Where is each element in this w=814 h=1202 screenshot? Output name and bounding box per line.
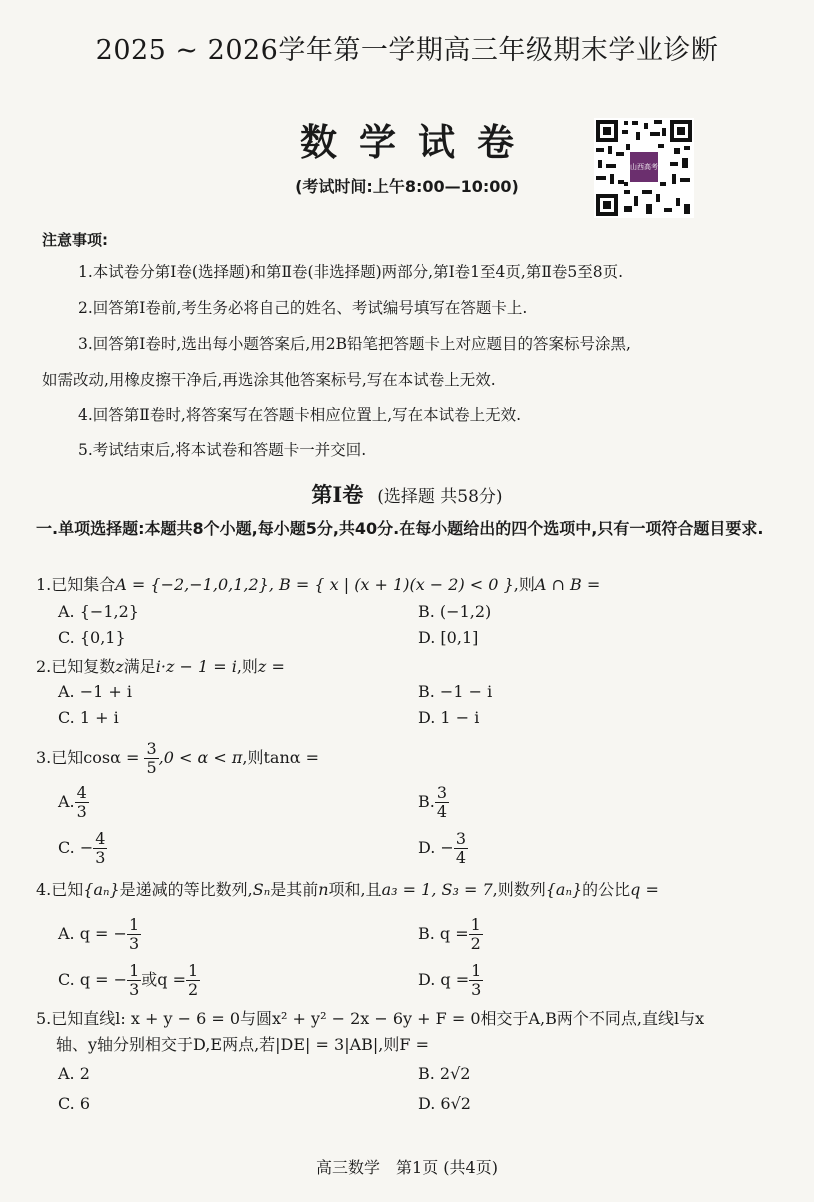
question-4-option-c: C. q = − $\frac{1}{3}$ 或q = $\frac{1}{2}$: [58, 961, 199, 999]
question-5-option-d: D. 6√2: [418, 1094, 471, 1113]
notice-heading: 注意事项:: [42, 231, 108, 249]
question-2-option-c: C. 1 + i: [58, 708, 119, 727]
subject-title: 数学试卷: [300, 120, 536, 164]
question-1-stem: 1.已知集合A = {−2,−1,0,1,2}, B = { x | (x + 1)(x − 2) < 0 },则A ∩ B =: [36, 575, 601, 594]
question-3-option-a: A. $\frac{4}{3}$: [58, 783, 87, 821]
fraction: $\frac{3}{5}$: [146, 739, 157, 777]
notice-item: 1.本试卷分第Ⅰ卷(选择题)和第Ⅱ卷(非选择题)两部分,第Ⅰ卷1至4页,第Ⅱ卷5至8页.: [78, 263, 624, 281]
section-subtitle: (选择题 共58分): [377, 487, 503, 507]
part-heading: 一.单项选择题:本题共8个小题,每小题5分,共40分.在每小题给出的四个选项中,只有一项符合题目要求.: [36, 519, 764, 538]
question-4-option-a: A. q = − $\frac{1}{3}$: [58, 915, 140, 953]
question-3-option-b: B. $\frac{3}{4}$: [418, 783, 448, 821]
question-1-option-a: A. {−1,2}: [58, 602, 139, 621]
question-5-stem-line2: 轴、y轴分别相交于D,E两点,若|DE| = 3|AB|,则F =: [56, 1035, 429, 1054]
question-3-stem: 3.已知cosα = $\frac{3}{5}$ ,0 < α < π,则tanα =: [36, 739, 320, 777]
question-5-option-c: C. 6: [58, 1094, 91, 1113]
question-1-option-b: B. (−1,2): [418, 602, 492, 621]
question-1-option-d: D. [0,1]: [418, 628, 479, 647]
notice-item: 5.考试结束后,将本试卷和答题卡一并交回.: [78, 441, 367, 459]
question-3-option-c: C. − $\frac{4}{3}$: [58, 829, 106, 867]
question-1-option-c: C. {0,1}: [58, 628, 126, 647]
section-name: 第Ⅰ卷: [311, 482, 364, 507]
question-2-option-b: B. −1 − i: [418, 682, 493, 701]
notice-item: 2.回答第Ⅰ卷前,考生务必将自己的姓名、考试编号填写在答题卡上.: [78, 299, 528, 317]
question-2-option-d: D. 1 − i: [418, 708, 480, 727]
question-2-stem: 2.已知复数z满足i·z − 1 = i,则z =: [36, 657, 285, 676]
page-footer: 高三数学 第1页 (共4页): [316, 1158, 498, 1177]
qr-label: 山西高考: [630, 163, 658, 171]
notice-item: 3.回答第Ⅰ卷时,选出每小题答案后,用2B铅笔把答题卡上对应题目的答案标号涂黑,: [78, 335, 631, 353]
notice-item: 如需改动,用橡皮擦干净后,再选涂其他答案标号,写在本试卷上无效.: [42, 371, 496, 389]
exam-time: (考试时间:上午8:00—10:00): [295, 177, 519, 196]
question-4-stem: 4.已知{aₙ}是递减的等比数列,Sₙ是其前n项和,且a₃ = 1, S₃ = 7,则数列{aₙ}的公比q =: [36, 880, 659, 899]
question-5-option-a: A. 2: [58, 1064, 90, 1083]
section-title: [0, 479, 814, 509]
question-4-option-b: B. q = $\frac{1}{2}$: [418, 915, 481, 953]
question-5-option-b: B. 2√2: [418, 1064, 471, 1083]
question-4-option-d: D. q = $\frac{1}{3}$: [418, 961, 482, 999]
qr-code-icon: [594, 118, 694, 218]
notice-item: 4.回答第Ⅱ卷时,将答案写在答题卡相应位置上,写在本试卷上无效.: [78, 406, 522, 424]
question-5-stem-line1: 5.已知直线l: x + y − 6 = 0与圆x² + y² − 2x − 6y + F = 0相交于A,B两个不同点,直线l与x: [36, 1009, 705, 1028]
question-2-option-a: A. −1 + i: [58, 682, 133, 701]
question-3-option-d: D. − $\frac{3}{4}$: [418, 829, 467, 867]
exam-title: 2025 ~ 2026学年第一学期高三年级期末学业诊断: [95, 35, 719, 66]
